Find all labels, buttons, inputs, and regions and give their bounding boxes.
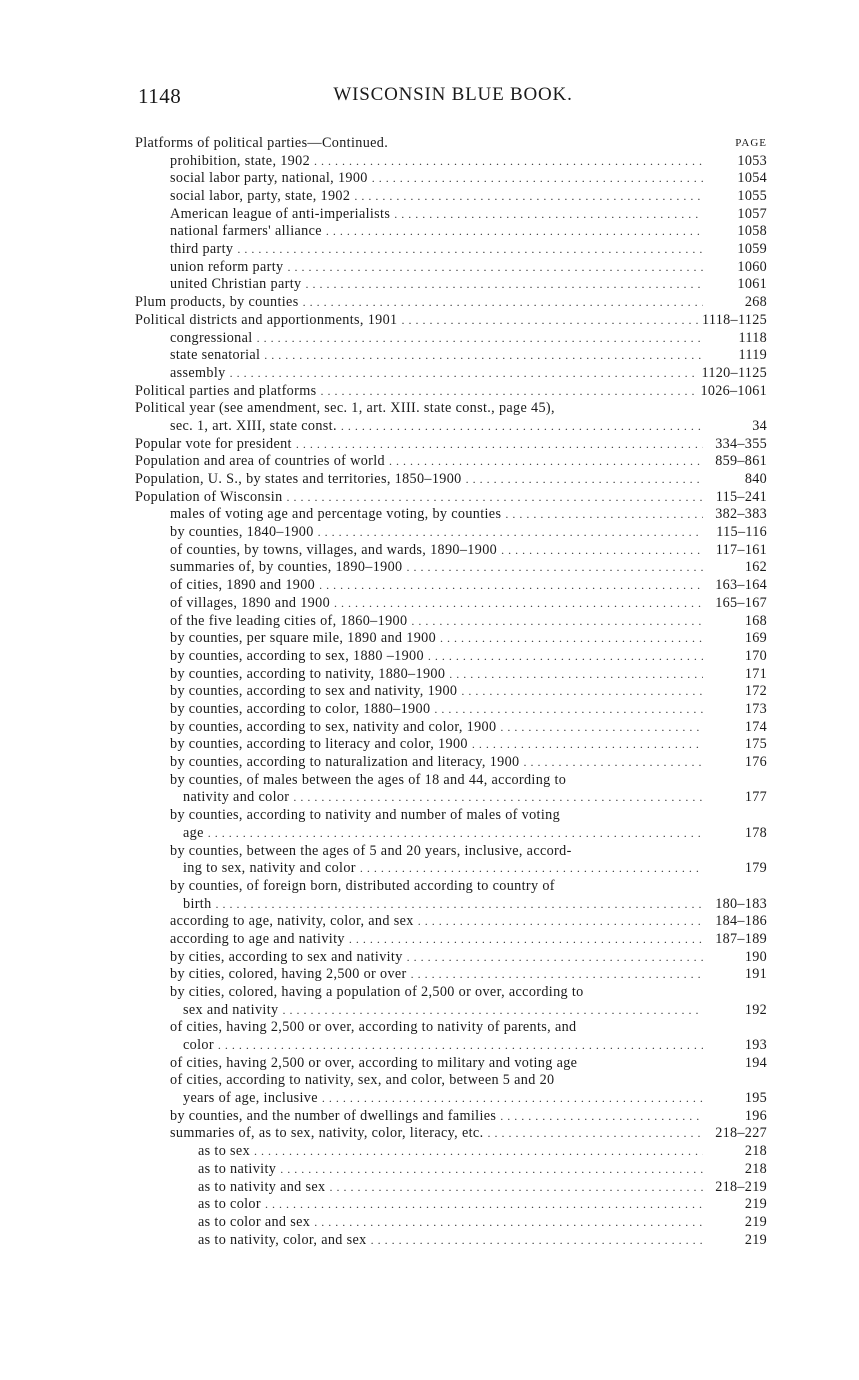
dot-leader bbox=[320, 383, 696, 401]
index-entry-text: Population and area of countries of world bbox=[135, 453, 385, 470]
index-entry bbox=[135, 347, 767, 365]
index-entry-text: Political districts and apportionments, 1901 bbox=[135, 311, 398, 328]
page-column-label: PAGE bbox=[735, 136, 767, 149]
index-entry-text: Population of Wisconsin bbox=[135, 488, 283, 505]
index-entry bbox=[135, 1090, 767, 1108]
index-entry bbox=[135, 754, 767, 772]
index-entry-page: 115–241 bbox=[715, 488, 767, 505]
index-entry-line bbox=[135, 1019, 767, 1037]
index-entry-text: of cities, according to nativity, sex, and color, between 5 and 20 bbox=[170, 1072, 555, 1089]
index-entry-text: state senatorial bbox=[170, 347, 261, 364]
index-entry-page: 268 bbox=[744, 294, 767, 311]
dot-leader bbox=[230, 365, 698, 383]
dot-leader bbox=[394, 206, 703, 224]
index-entry bbox=[135, 1037, 767, 1055]
index-entry-text: of cities, having 2,500 or over, according to nativity of parents, and bbox=[170, 1019, 577, 1036]
index-heading: Platforms of political parties—Continued. bbox=[135, 134, 389, 151]
index-entry bbox=[135, 1108, 767, 1126]
index-entry-page: 334–355 bbox=[715, 435, 767, 452]
index-entry-text: by counties, according to color, 1880–1900 bbox=[170, 700, 431, 717]
dot-leader bbox=[257, 330, 703, 348]
dot-leader bbox=[407, 949, 703, 967]
index-entry-page: 187–189 bbox=[715, 930, 767, 947]
index-entry-page: 1060 bbox=[737, 258, 767, 275]
index-entry bbox=[135, 471, 767, 489]
dot-leader bbox=[505, 506, 703, 524]
index-entry bbox=[135, 365, 767, 383]
running-title: WISCONSIN BLUE BOOK. bbox=[333, 84, 573, 105]
index-entry-text: as to nativity and sex bbox=[198, 1178, 326, 1195]
index-entry-text: assembly bbox=[170, 364, 226, 381]
index-entry-page: 219 bbox=[744, 1231, 767, 1248]
index-entry-text: by cities, colored, having 2,500 or over bbox=[170, 966, 407, 983]
index-entry bbox=[135, 577, 767, 595]
index-entry bbox=[135, 1002, 767, 1020]
index-entry bbox=[135, 524, 767, 542]
dot-leader bbox=[341, 418, 703, 436]
index-entry bbox=[135, 489, 767, 507]
dot-leader bbox=[287, 259, 703, 277]
index-entry bbox=[135, 648, 767, 666]
index-entry-text: as to sex bbox=[198, 1143, 251, 1160]
index-heading-row bbox=[135, 135, 767, 153]
index-entry bbox=[135, 241, 767, 259]
dot-leader bbox=[314, 1214, 703, 1232]
index-entry-text: by counties, per square mile, 1890 and 1900 bbox=[170, 630, 437, 647]
index-entry bbox=[135, 436, 767, 454]
index-entry-page: 1061 bbox=[737, 276, 767, 293]
index-entry bbox=[135, 1232, 767, 1250]
index-entry bbox=[135, 418, 767, 436]
index-entry bbox=[135, 188, 767, 206]
index-entry-page: 840 bbox=[744, 471, 767, 488]
index-entry bbox=[135, 259, 767, 277]
dot-leader bbox=[360, 860, 703, 878]
index-entry-page: 169 bbox=[744, 630, 767, 647]
index-entry-text: by cities, according to sex and nativity bbox=[170, 948, 403, 965]
index-entry-page: 171 bbox=[744, 665, 767, 682]
dot-leader bbox=[305, 276, 703, 294]
index-entry-text: as to color bbox=[198, 1196, 261, 1213]
dot-leader bbox=[434, 701, 703, 719]
index-entry-page: 178 bbox=[744, 824, 767, 841]
index-entry-page: 1026–1061 bbox=[700, 382, 767, 399]
index-entry-text: according to age, nativity, color, and sex bbox=[170, 913, 414, 930]
index-entry bbox=[135, 1126, 767, 1144]
index-entry-page: 219 bbox=[744, 1213, 767, 1230]
index-entry-text: Plum products, by counties bbox=[135, 294, 299, 311]
index-entry-text: of cities, having 2,500 or over, according to military and voting age bbox=[170, 1054, 578, 1071]
index-entry-text: males of voting age and percentage voting, by counties bbox=[170, 506, 502, 523]
index-entry bbox=[135, 860, 767, 878]
index-entry-text: of the five leading cities of, 1860–1900 bbox=[170, 612, 408, 629]
index-entry-text: by counties, according to nativity and number of males of voting bbox=[170, 807, 561, 824]
index-entry-page: 1058 bbox=[737, 223, 767, 240]
index-entry-continuation: years of age, inclusive bbox=[183, 1090, 318, 1107]
index-entry bbox=[135, 294, 767, 312]
dot-leader bbox=[401, 312, 698, 330]
dot-leader bbox=[329, 1179, 703, 1197]
dot-leader bbox=[406, 559, 703, 577]
index-entry-text: by counties, according to literacy and color, 1900 bbox=[170, 736, 468, 753]
index-entry bbox=[135, 1196, 767, 1214]
index-entry bbox=[135, 1143, 767, 1161]
index-entry-continuation: sec. 1, art. XIII, state const. bbox=[170, 417, 337, 434]
index-entry bbox=[135, 153, 767, 171]
dot-leader bbox=[296, 436, 703, 454]
dot-leader bbox=[264, 347, 703, 365]
index-entry-text: American league of anti-imperialists bbox=[170, 205, 391, 222]
index-list bbox=[135, 135, 767, 1249]
index-entry bbox=[135, 1055, 767, 1073]
index-entry bbox=[135, 312, 767, 330]
dot-leader bbox=[449, 666, 703, 684]
index-entry-text: by counties, and the number of dwellings and families bbox=[170, 1107, 497, 1124]
index-entry-text: of counties, by towns, villages, and wards, 1890–1900 bbox=[170, 541, 498, 558]
index-entry bbox=[135, 277, 767, 295]
index-entry bbox=[135, 223, 767, 241]
index-entry-page: 184–186 bbox=[715, 913, 767, 930]
index-entry bbox=[135, 931, 767, 949]
index-entry-page: 162 bbox=[744, 559, 767, 576]
index-entry-text: third party bbox=[170, 241, 234, 258]
index-entry-line bbox=[135, 843, 767, 861]
dot-leader bbox=[280, 1161, 703, 1179]
index-entry-page: 218 bbox=[744, 1160, 767, 1177]
index-entry bbox=[135, 949, 767, 967]
index-entry-page: 1118 bbox=[738, 329, 767, 346]
dot-leader bbox=[371, 1232, 703, 1250]
index-entry bbox=[135, 683, 767, 701]
dot-leader bbox=[466, 471, 703, 489]
index-entry-text: social labor party, national, 1900 bbox=[170, 170, 368, 187]
index-entry bbox=[135, 966, 767, 984]
dot-leader bbox=[487, 1125, 703, 1143]
index-entry-text: of villages, 1890 and 1900 bbox=[170, 594, 331, 611]
index-entry-text: by counties, according to nativity, 1880–1900 bbox=[170, 665, 446, 682]
index-entry bbox=[135, 1179, 767, 1197]
index-entry-continuation: color bbox=[183, 1037, 214, 1054]
index-entry bbox=[135, 506, 767, 524]
index-entry bbox=[135, 613, 767, 631]
index-entry-page: 193 bbox=[744, 1037, 767, 1054]
dot-leader bbox=[461, 683, 703, 701]
index-entry-text: summaries of, by counties, 1890–1900 bbox=[170, 559, 403, 576]
index-entry-text: by counties, according to sex, 1880 –1900 bbox=[170, 647, 424, 664]
index-entry-line bbox=[135, 984, 767, 1002]
index-entry bbox=[135, 170, 767, 188]
index-entry-page: 175 bbox=[744, 736, 767, 753]
index-entry-page: 219 bbox=[744, 1196, 767, 1213]
index-entry bbox=[135, 595, 767, 613]
dot-leader bbox=[428, 648, 703, 666]
dot-leader bbox=[319, 577, 703, 595]
page-number: 1148 bbox=[138, 84, 182, 108]
index-entry-page: 173 bbox=[744, 700, 767, 717]
dot-leader bbox=[389, 453, 703, 471]
index-entry-text: prohibition, state, 1902 bbox=[170, 152, 311, 169]
index-entry bbox=[135, 453, 767, 471]
index-entry bbox=[135, 789, 767, 807]
index-entry-text: by counties, of males between the ages of 18 and 44, according to bbox=[170, 771, 567, 788]
index-entry-page: 196 bbox=[744, 1107, 767, 1124]
index-entry bbox=[135, 206, 767, 224]
dot-leader bbox=[334, 595, 703, 613]
index-entry-text: according to age and nativity bbox=[170, 930, 345, 947]
index-entry-text: as to nativity, color, and sex bbox=[198, 1231, 367, 1248]
index-entry-page: 180–183 bbox=[715, 895, 767, 912]
index-entry-line bbox=[135, 772, 767, 790]
dot-leader bbox=[287, 489, 703, 507]
page-header bbox=[138, 84, 768, 114]
dot-leader bbox=[500, 719, 703, 737]
index-entry-continuation: age bbox=[183, 824, 204, 841]
dot-leader bbox=[208, 825, 703, 843]
dot-leader bbox=[349, 931, 703, 949]
index-entry-page: 1053 bbox=[737, 152, 767, 169]
dot-leader bbox=[254, 1143, 703, 1161]
index-entry-page: 117–161 bbox=[715, 541, 767, 558]
index-entry-page: 218–219 bbox=[715, 1178, 767, 1195]
index-entry bbox=[135, 825, 767, 843]
dot-leader bbox=[318, 524, 703, 542]
index-entry-page: 1119 bbox=[738, 347, 767, 364]
index-entry-text: by counties, 1840–1900 bbox=[170, 524, 314, 541]
index-entry-text: by counties, between the ages of 5 and 20 years, inclusive, accord- bbox=[170, 842, 572, 859]
index-entry-text: national farmers' alliance bbox=[170, 223, 322, 240]
dot-leader bbox=[472, 736, 703, 754]
dot-leader bbox=[418, 913, 703, 931]
index-entry-page: 177 bbox=[744, 789, 767, 806]
index-entry-page: 194 bbox=[744, 1054, 767, 1071]
index-entry bbox=[135, 630, 767, 648]
index-entry bbox=[135, 736, 767, 754]
index-entry-text: as to nativity bbox=[198, 1160, 277, 1177]
index-entry-text: congressional bbox=[170, 329, 253, 346]
dot-leader bbox=[322, 1090, 703, 1108]
dot-leader bbox=[354, 188, 703, 206]
index-entry-page: 190 bbox=[744, 948, 767, 965]
index-entry-page: 859–861 bbox=[715, 453, 767, 470]
index-entry-text: by counties, of foreign born, distributed according to country of bbox=[170, 877, 555, 894]
index-entry-continuation: sex and nativity bbox=[183, 1001, 279, 1018]
dot-leader bbox=[218, 1037, 703, 1055]
index-entry-page: 1120–1125 bbox=[701, 364, 767, 381]
dot-leader bbox=[282, 1002, 703, 1020]
dot-leader bbox=[440, 630, 703, 648]
dot-leader bbox=[523, 754, 703, 772]
dot-leader bbox=[326, 223, 703, 241]
index-entry bbox=[135, 1161, 767, 1179]
index-entry-text: of cities, 1890 and 1900 bbox=[170, 577, 316, 594]
index-entry-page: 1057 bbox=[737, 205, 767, 222]
dot-leader bbox=[237, 241, 703, 259]
index-entry-text: as to color and sex bbox=[198, 1213, 311, 1230]
index-entry-line bbox=[135, 1072, 767, 1090]
index-entry bbox=[135, 719, 767, 737]
dot-leader bbox=[314, 153, 703, 171]
index-entry-text: Political parties and platforms bbox=[135, 382, 317, 399]
index-entry-line bbox=[135, 400, 767, 418]
dot-leader bbox=[411, 613, 703, 631]
index-entry-page: 192 bbox=[744, 1001, 767, 1018]
index-entry bbox=[135, 913, 767, 931]
index-entry bbox=[135, 560, 767, 578]
index-entry-page: 1054 bbox=[737, 170, 767, 187]
dot-leader bbox=[500, 1108, 703, 1126]
index-entry-page: 176 bbox=[744, 754, 767, 771]
dot-leader bbox=[372, 170, 703, 188]
index-entry-text: Political year (see amendment, sec. 1, art. XIII. state const., page 45), bbox=[135, 400, 555, 417]
index-entry-page: 191 bbox=[744, 966, 767, 983]
index-entry-page: 34 bbox=[752, 417, 767, 434]
dot-leader bbox=[216, 896, 703, 914]
index-entry bbox=[135, 896, 767, 914]
index-entry-page: 1055 bbox=[737, 188, 767, 205]
index-entry-page: 179 bbox=[744, 860, 767, 877]
index-entry-continuation: nativity and color bbox=[183, 789, 290, 806]
dot-leader bbox=[303, 294, 703, 312]
index-entry-text: Popular vote for president bbox=[135, 435, 292, 452]
index-entry-page: 174 bbox=[744, 718, 767, 735]
index-entry-continuation: birth bbox=[183, 895, 212, 912]
dot-leader bbox=[501, 542, 703, 560]
index-entry-text: by counties, according to naturalization and literacy, 1900 bbox=[170, 754, 520, 771]
index-entry bbox=[135, 330, 767, 348]
index-entry-text: Population, U. S., by states and territories, 1850–1900 bbox=[135, 471, 462, 488]
dot-leader bbox=[265, 1196, 703, 1214]
index-entry-page: 1059 bbox=[737, 241, 767, 258]
index-entry-text: summaries of, as to sex, nativity, color, literacy, etc. bbox=[170, 1125, 484, 1142]
index-entry bbox=[135, 383, 767, 401]
index-entry bbox=[135, 666, 767, 684]
index-entry-page: 218 bbox=[744, 1143, 767, 1160]
index-entry-text: by counties, according to sex, nativity and color, 1900 bbox=[170, 718, 497, 735]
index-entry-line bbox=[135, 878, 767, 896]
index-entry-page: 165–167 bbox=[715, 594, 767, 611]
index-entry-text: social labor, party, state, 1902 bbox=[170, 188, 351, 205]
index-entry-text: united Christian party bbox=[170, 276, 302, 293]
index-entry-text: union reform party bbox=[170, 258, 284, 275]
index-entry-page: 382–383 bbox=[715, 506, 767, 523]
index-entry-page: 1118–1125 bbox=[702, 311, 767, 328]
index-entry-page: 195 bbox=[744, 1090, 767, 1107]
index-entry-page: 170 bbox=[744, 647, 767, 664]
index-entry-text: by counties, according to sex and nativity, 1900 bbox=[170, 683, 458, 700]
index-entry-page: 172 bbox=[744, 683, 767, 700]
index-entry-page: 218–227 bbox=[715, 1125, 767, 1142]
index-entry-page: 115–116 bbox=[716, 524, 767, 541]
index-entry-line bbox=[135, 807, 767, 825]
index-entry-page: 168 bbox=[744, 612, 767, 629]
index-entry bbox=[135, 701, 767, 719]
index-entry-continuation: ing to sex, nativity and color bbox=[183, 860, 356, 877]
dot-leader bbox=[411, 966, 703, 984]
index-entry bbox=[135, 1214, 767, 1232]
index-entry bbox=[135, 542, 767, 560]
index-entry-text: by cities, colored, having a population of 2,500 or over, according to bbox=[170, 984, 584, 1000]
dot-leader bbox=[293, 789, 703, 807]
index-entry-page: 163–164 bbox=[715, 577, 767, 594]
